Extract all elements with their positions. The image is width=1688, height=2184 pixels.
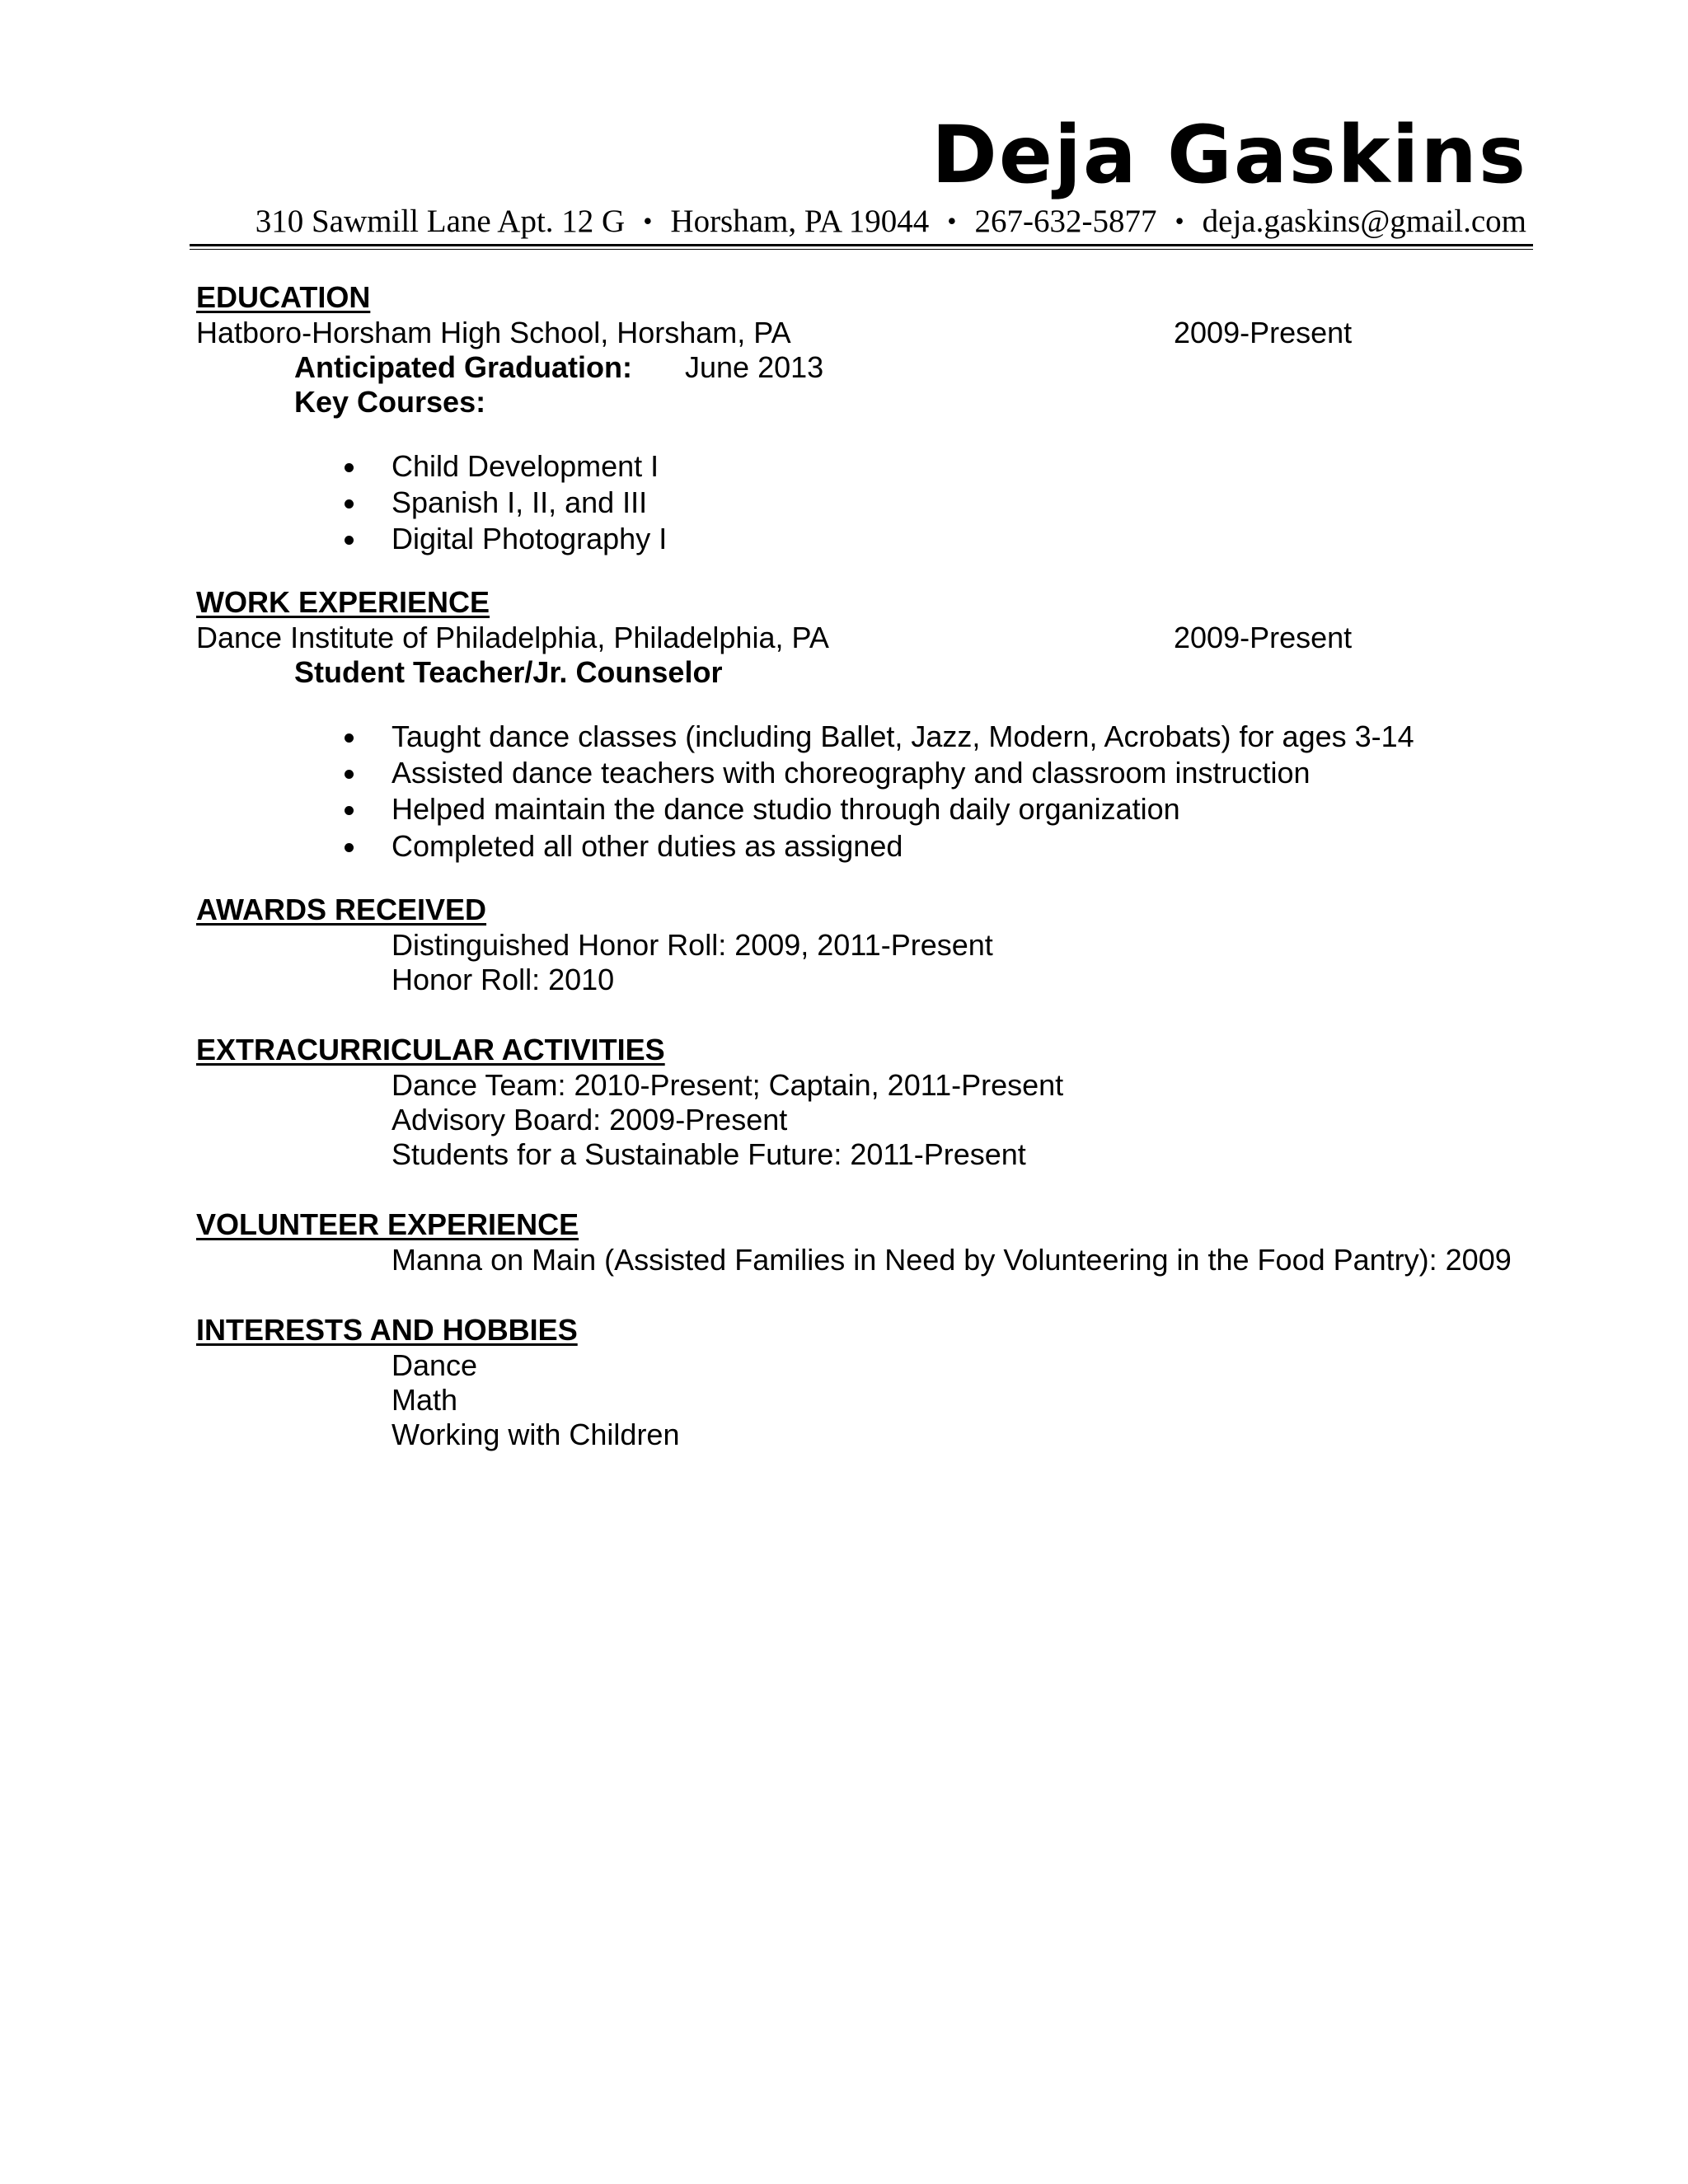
award-item: Distinguished Honor Roll: 2009, 2011-Present (392, 928, 993, 962)
duty-item: Taught dance classes (including Ballet, Jazz, Modern, Acrobats) for ages 3-14 (392, 719, 1414, 753)
contact-line (198, 201, 1526, 241)
education-school: Hatboro-Horsham High School, Horsham, PA (196, 316, 791, 349)
course-item: Digital Photography I (392, 522, 668, 555)
key-courses-label: Key Courses: (294, 385, 486, 419)
course-item: Child Development I (392, 449, 659, 483)
activity-item: Students for a Sustainable Future: 2011-Present (392, 1137, 1026, 1171)
contact-email: deja.gaskins@gmail.com (1202, 204, 1526, 239)
contact-phone: 267-632-5877 (974, 204, 1157, 239)
duty-item: Assisted dance teachers with choreography and classroom instruction (392, 756, 1311, 790)
volunteer-item: Manna on Main (Assisted Families in Need by Volunteering in the Food Pantry): 2009 (392, 1243, 1512, 1277)
award-item: Honor Roll: 2010 (392, 963, 615, 996)
bullet-icon (345, 806, 354, 815)
activity-item: Advisory Board: 2009-Present (392, 1103, 788, 1137)
education-dates: 2009-Present (1174, 316, 1353, 349)
work-heading: WORK EXPERIENCE (196, 585, 490, 619)
bullet-icon (345, 843, 354, 852)
work-title: Student Teacher/Jr. Counselor (294, 655, 723, 689)
header-rule-thick (190, 244, 1533, 246)
extracurricular-heading: EXTRACURRICULAR ACTIVITIES (196, 1033, 665, 1066)
header-rule-thin (190, 249, 1533, 250)
course-item: Spanish I, II, and III (392, 485, 648, 519)
volunteer-heading: VOLUNTEER EXPERIENCE (196, 1207, 579, 1241)
graduation-label: Anticipated Graduation: (294, 350, 633, 384)
bullet-icon (345, 463, 354, 472)
bullet-icon (345, 770, 354, 779)
graduation-value: June 2013 (685, 350, 824, 384)
duty-item: Helped maintain the dance studio through daily organization (392, 792, 1180, 826)
interest-item: Math (392, 1383, 458, 1417)
activity-item: Dance Team: 2010-Present; Captain, 2011-Present (392, 1068, 1064, 1102)
bullet-icon (345, 733, 354, 743)
contact-separator: • (1175, 206, 1184, 236)
work-employer: Dance Institute of Philadelphia, Philadelphia, PA (196, 621, 829, 654)
work-dates: 2009-Present (1174, 621, 1353, 654)
awards-heading: AWARDS RECEIVED (196, 893, 487, 926)
duty-item: Completed all other duties as assigned (392, 829, 903, 863)
interests-heading: INTERESTS AND HOBBIES (196, 1313, 578, 1347)
contact-separator: • (643, 206, 653, 236)
education-heading: EDUCATION (196, 280, 371, 314)
bullet-icon (345, 536, 354, 545)
resume-name: Deja Gaskins (931, 109, 1527, 201)
interest-item: Dance (392, 1348, 478, 1382)
contact-city: Horsham, PA 19044 (670, 204, 930, 239)
interest-item: Working with Children (392, 1418, 680, 1451)
bullet-icon (345, 499, 354, 509)
contact-separator: • (947, 206, 957, 236)
contact-address: 310 Sawmill Lane Apt. 12 G (255, 204, 626, 239)
